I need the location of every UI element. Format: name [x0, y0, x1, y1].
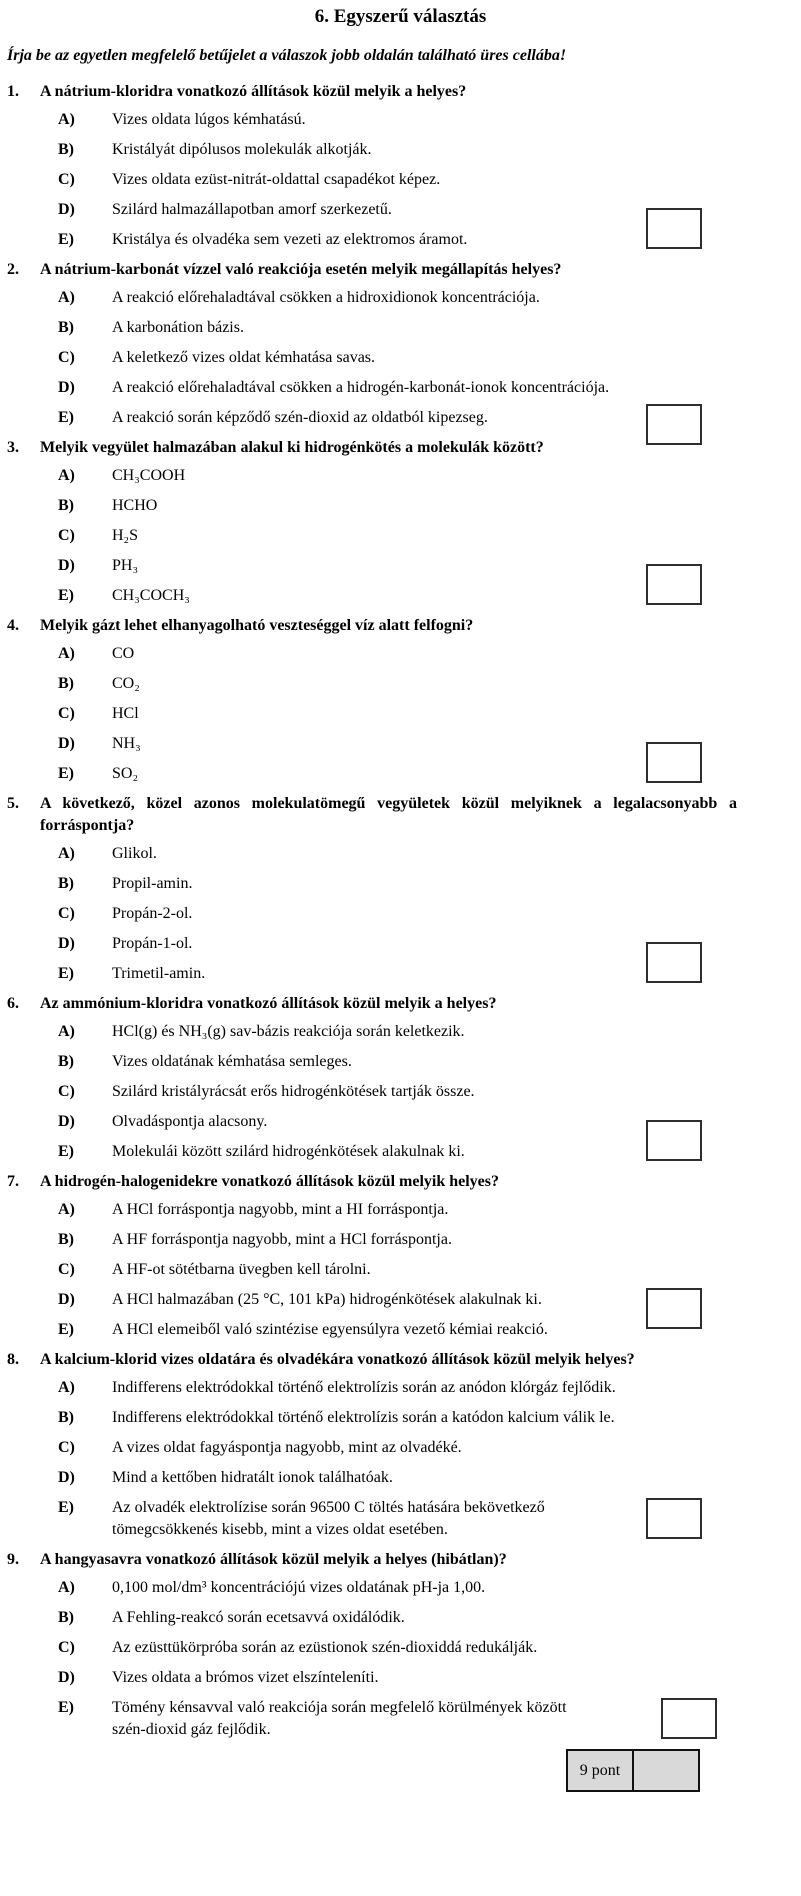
option-text: Kristálya és olvadéka sem vezeti az elektromos áramot.: [112, 231, 468, 248]
question-7-head: [0, 1171, 801, 1193]
question-number: 1.: [7, 83, 19, 100]
option-row: [0, 377, 801, 399]
option-letter: D): [58, 557, 75, 574]
question-text: Melyik vegyület halmazában alakul ki hidrogénkötés a molekulák között?: [40, 439, 544, 456]
question-number: 6.: [7, 995, 19, 1012]
option-row: [0, 1577, 801, 1599]
option-letter: C): [58, 1083, 75, 1100]
option-row: [0, 169, 801, 191]
option-text: SO₂: [112, 765, 139, 782]
option-row: [0, 109, 801, 131]
option-letter: B): [58, 1231, 74, 1248]
question-text: Az ammónium-kloridra vonatkozó állítások közül melyik a helyes?: [40, 995, 497, 1012]
option-letter: C): [58, 349, 75, 366]
option-letter: B): [58, 497, 74, 514]
option-row: [0, 903, 801, 925]
option-text: Olvadáspontja alacsony.: [112, 1113, 268, 1130]
score-entry-cell[interactable]: [634, 1751, 698, 1790]
question-number: 9.: [7, 1551, 19, 1568]
option-text: PH₃: [112, 557, 139, 574]
question-8: [0, 1349, 801, 1541]
option-text: A keletkező vizes oldat kémhatása savas.: [112, 349, 376, 366]
score-row: [0, 1749, 700, 1792]
option-text: Trimetil-amin.: [112, 965, 206, 982]
option-letter: C): [58, 1261, 75, 1278]
option-row: [0, 465, 801, 487]
option-row: [0, 1021, 801, 1043]
option-row: [0, 703, 801, 725]
option-text: A reakció során képződő szén-dioxid az oldatból kipezseg.: [112, 409, 488, 426]
option-row: [0, 1051, 801, 1073]
question-5: [0, 793, 801, 985]
option-row: [0, 317, 801, 339]
option-row: [0, 139, 801, 161]
option-letter: B): [58, 1053, 74, 1070]
question-9-head: [0, 1549, 801, 1571]
option-row: [0, 287, 801, 309]
option-text: HCl(g) és NH₃(g) sav-bázis reakciója során keletkezik.: [112, 1023, 465, 1040]
option-row: [0, 1259, 801, 1281]
option-letter: E): [58, 1321, 74, 1338]
option-text: 0,100 mol/dm³ koncentrációjú vizes oldatának pH-ja 1,00.: [112, 1579, 486, 1596]
option-row: [0, 1667, 801, 1689]
question-text: A kalcium-klorid vizes oldatára és olvadékára vonatkozó állítások közül melyik helyes?: [40, 1351, 635, 1368]
option-text: Indifferens elektródokkal történő elektrolízis során az anódon klórgáz fejlődik.: [112, 1379, 616, 1396]
option-text: A reakció előrehaladtával csökken a hidroxidionok koncentrációja.: [112, 289, 540, 306]
score-table: [566, 1749, 700, 1792]
option-letter: A): [58, 1579, 75, 1596]
option-letter: B): [58, 1409, 74, 1426]
option-text: NH₃: [112, 735, 141, 752]
option-letter: C): [58, 1639, 75, 1656]
option-text: Az olvadék elektrolízise során 96500 C töltés hatására bekövetkező tömegcsökkenés kisebb, mint a vizes oldat esetében.: [112, 1499, 545, 1538]
option-row: [0, 1229, 801, 1251]
answer-box-5[interactable]: [646, 942, 702, 983]
option-letter: B): [58, 319, 74, 336]
option-text: Vizes oldatának kémhatása semleges.: [112, 1053, 352, 1070]
option-text: A Fehling-reakcó során ecetsavvá oxidálódik.: [112, 1609, 405, 1626]
points-label-cell: 9 pont: [568, 1751, 634, 1790]
question-text: A nátrium-karbonát vízzel való reakciója esetén melyik megállapítás helyes?: [40, 261, 562, 278]
question-9: [0, 1549, 801, 1741]
option-text: A HCl halmazában (25 °C, 101 kPa) hidrogénkötések alakulnak ki.: [112, 1291, 542, 1308]
option-text: CO₂: [112, 675, 140, 692]
question-text: Melyik gázt lehet elhanyagolható veszteséggel víz alatt felfogni?: [40, 617, 474, 634]
option-letter: A): [58, 289, 75, 306]
option-text: Szilárd kristályrácsát erős hidrogénkötések tartják össze.: [112, 1083, 475, 1100]
option-text: CH₃COOH: [112, 467, 186, 484]
option-letter: A): [58, 1023, 75, 1040]
option-letter: A): [58, 111, 75, 128]
option-letter: E): [58, 231, 74, 248]
question-7: [0, 1171, 801, 1341]
option-letter: E): [58, 965, 74, 982]
option-text: H₂S: [112, 527, 139, 544]
question-number: 5.: [7, 795, 19, 812]
question-text: A nátrium-kloridra vonatkozó állítások közül melyik a helyes?: [40, 83, 467, 100]
option-text: Propán-2-ol.: [112, 905, 193, 922]
option-letter: B): [58, 1609, 74, 1626]
option-text: CO: [112, 645, 135, 662]
option-letter: C): [58, 527, 75, 544]
page-title: 6. Egyszerű választás: [314, 6, 487, 27]
question-6: [0, 993, 801, 1163]
question-number: 8.: [7, 1351, 19, 1368]
option-row: [0, 1607, 801, 1629]
option-text: A reakció előrehaladtával csökken a hidrogén-karbonát-ionok koncentrációja.: [112, 379, 610, 396]
option-row: [0, 1467, 801, 1489]
question-number: 2.: [7, 261, 19, 278]
option-row: [0, 347, 801, 369]
option-text: CH₃COCH₃: [112, 587, 190, 604]
option-text: A HCl forráspontja nagyobb, mint a HI forráspontja.: [112, 1201, 449, 1218]
answer-box-6[interactable]: [646, 1120, 702, 1161]
option-text: Vizes oldata a brómos vizet elszínteleníti.: [112, 1669, 379, 1686]
answer-box-3[interactable]: [646, 564, 702, 605]
answer-box-9[interactable]: [661, 1698, 717, 1739]
option-text: HCHO: [112, 497, 158, 514]
question-6-head: [0, 993, 801, 1015]
option-row: [0, 1199, 801, 1221]
question-1: [0, 81, 801, 251]
option-letter: E): [58, 409, 74, 426]
option-letter: B): [58, 141, 74, 158]
option-text: Indifferens elektródokkal történő elektrolízis során a katódon kalcium válik le.: [112, 1409, 615, 1426]
option-row: [0, 525, 801, 547]
question-number: 7.: [7, 1173, 19, 1190]
option-row: [0, 673, 801, 695]
option-letter: C): [58, 1439, 75, 1456]
answer-box-4[interactable]: [646, 742, 702, 783]
option-letter: D): [58, 935, 75, 952]
question-2: [0, 259, 801, 429]
option-letter: E): [58, 1499, 74, 1516]
option-letter: E): [58, 1699, 74, 1716]
option-letter: A): [58, 467, 75, 484]
option-row: [0, 643, 801, 665]
option-text: Az ezüsttükörpróba során az ezüstionok szén-dioxiddá redukálják.: [112, 1639, 538, 1656]
option-letter: E): [58, 765, 74, 782]
option-letter: D): [58, 1469, 75, 1486]
question-5-head: [0, 793, 801, 837]
option-row: [0, 1081, 801, 1103]
option-text: Glikol.: [112, 845, 157, 862]
option-row: [0, 843, 801, 865]
option-text: A HCl elemeiből való szintézise egyensúlyra vezető kémiai reakció.: [112, 1321, 548, 1338]
question-text: A következő, közel azonos molekulatömegű vegyületek közül melyiknek a legalacsonyabb a forráspontja?: [40, 795, 737, 834]
option-text: Vizes oldata ezüst-nitrát-oldattal csapadékot képez.: [112, 171, 441, 188]
option-row: [0, 495, 801, 517]
question-3: [0, 437, 801, 607]
option-text: A HF-ot sötétbarna üvegben kell tárolni.: [112, 1261, 371, 1278]
option-letter: D): [58, 1291, 75, 1308]
option-row: [0, 1377, 801, 1399]
option-text: Mind a kettőben hidratált ionok találhatóak.: [112, 1469, 393, 1486]
option-letter: D): [58, 735, 75, 752]
option-letter: C): [58, 171, 75, 188]
option-row: [0, 1407, 801, 1429]
option-text: A HF forráspontja nagyobb, mint a HCl forráspontja.: [112, 1231, 452, 1248]
option-letter: A): [58, 1201, 75, 1218]
question-1-head: [0, 81, 801, 103]
option-letter: E): [58, 1143, 74, 1160]
question-text: A hidrogén-halogenidekre vonatkozó állítások közül melyik helyes?: [40, 1173, 500, 1190]
option-row: [0, 873, 801, 895]
option-text: Kristályát dipólusos molekulák alkotják.: [112, 141, 372, 158]
option-letter: D): [58, 1669, 75, 1686]
question-2-head: [0, 259, 801, 281]
option-letter: B): [58, 675, 74, 692]
question-number: 3.: [7, 439, 19, 456]
option-text: Vizes oldata lúgos kémhatású.: [112, 111, 306, 128]
question-8-head: [0, 1349, 801, 1371]
option-text: Propán-1-ol.: [112, 935, 193, 952]
option-letter: A): [58, 645, 75, 662]
option-letter: C): [58, 905, 75, 922]
question-text: A hangyasavra vonatkozó állítások közül melyik a helyes (hibátlan)?: [40, 1551, 507, 1568]
question-4: [0, 615, 801, 785]
option-letter: A): [58, 845, 75, 862]
option-text: Molekulái között szilárd hidrogénkötések alakulnak ki.: [112, 1143, 465, 1160]
option-letter: B): [58, 875, 74, 892]
option-letter: D): [58, 379, 75, 396]
answer-box-8[interactable]: [646, 1498, 702, 1539]
option-row: [0, 1637, 801, 1659]
answer-box-1[interactable]: [646, 208, 702, 249]
option-text: Tömény kénsavval való reakciója során megfelelő körülmények között szén-dioxid gáz fejlődik.: [112, 1699, 567, 1738]
answer-box-7[interactable]: [646, 1288, 702, 1329]
option-letter: A): [58, 1379, 75, 1396]
option-letter: C): [58, 705, 75, 722]
option-letter: E): [58, 587, 74, 604]
option-letter: D): [58, 1113, 75, 1130]
option-letter: D): [58, 201, 75, 218]
option-text: A vizes oldat fagyáspontja nagyobb, mint az olvadéké.: [112, 1439, 462, 1456]
question-4-head: [0, 615, 801, 637]
option-text: HCl: [112, 705, 139, 722]
option-text: A karbonátion bázis.: [112, 319, 244, 336]
option-text: Szilárd halmazállapotban amorf szerkezetű.: [112, 201, 392, 218]
question-number: 4.: [7, 617, 19, 634]
option-row: [0, 1437, 801, 1459]
option-text: Propil-amin.: [112, 875, 193, 892]
instruction-text: Írja be az egyetlen megfelelő betűjelet a válaszok jobb oldalán található üres cellába!: [7, 47, 567, 64]
question-3-head: [0, 437, 801, 459]
